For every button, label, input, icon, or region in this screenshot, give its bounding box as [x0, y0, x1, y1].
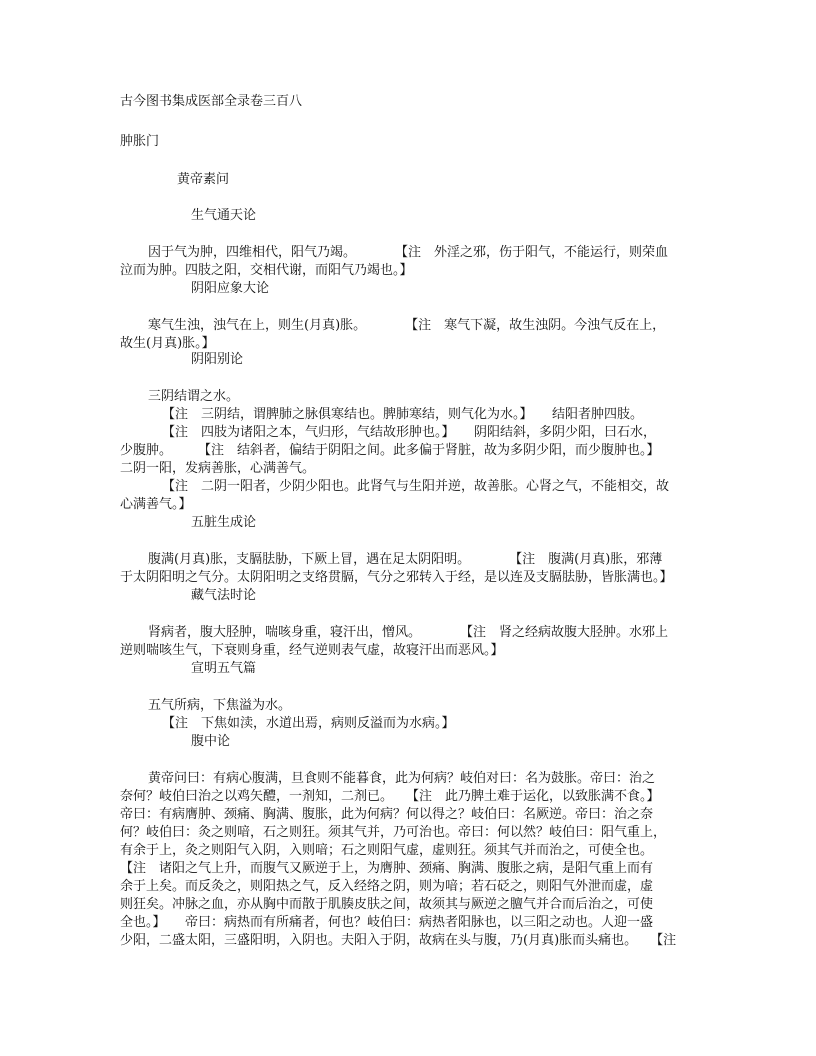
text-line: 少阳，二盛太阳，三盛阳明，入阴也。夫阳入于阴，故病在头与腹，乃(月真)胀而头痛也。 【注: [120, 933, 677, 948]
text-line: 黄帝问曰：有病心腹满，旦食则不能暮食，此为何病？岐伯对曰：名为鼓胀。帝曰：治之: [148, 771, 656, 786]
chapter-heading: 生气通天论: [191, 208, 257, 223]
text-line: 寒气生浊，浊气在上，则生(月真)胀。 【注 寒气下凝，故生浊阴。今浊气反在上，: [148, 318, 666, 333]
text-line: 少腹肿。 【注 结斜者，偏结于阴阳之间。此多偏于肾脏，故为多阴少阳，而少腹肿也。】: [120, 443, 660, 458]
text-line: 何？岐伯曰：灸之则喑，石之则狂。须其气并，乃可治也。帝曰：何以然？岐伯曰：阳气重上，: [120, 825, 667, 840]
text-line: 全也。】 帝曰：病热而有所痛者，何也？岐伯曰：病热者阳脉也，以三阳之动也。人迎一盛: [120, 915, 654, 930]
text-line: 【注 下焦如渎，水道出焉，病则反溢而为水病。】: [162, 716, 455, 731]
section-title: 肿胀门: [120, 134, 160, 149]
text-line: 五气所病，下焦溢为水。: [148, 698, 292, 713]
text-line: 逆则喘咳生气，下衰则身重，经气逆则表气虚，故寝汗出而恶风。】: [120, 643, 504, 658]
text-line: 【注 二阴一阳者，少阴少阳也。此肾气与生阳并逆，故善胀。心肾之气，不能相交，故: [162, 479, 670, 494]
book-title: 古今图书集成医部全录卷三百八: [120, 94, 303, 109]
text-line: 于太阴阳明之气分。太阴阳明之支络贯膈，气分之邪转入于经，是以连及支膈胠胁，皆胀满也。】: [120, 570, 673, 585]
text-line: 则狂矣。冲脉之血，亦从胸中而散于肌腠皮肤之间，故须其与厥逆之膻气并合而后治之，可使: [120, 897, 654, 912]
text-line: 【注 四肢为诸阳之本，气归形，气结故形肿也。】 阴阳结斜，多阴少阳，曰石水，: [162, 425, 657, 440]
text-line: 余于上矣。而反灸之，则阳热之气，反入经络之阴，则为喑；若石砭之，则阳气外泄而虚，虚: [120, 879, 654, 894]
chapter-heading: 阴阳应象大论: [191, 281, 270, 296]
text-line: 奈何？岐伯曰治之以鸡矢醴，一剂知，二剂已。 【注 此乃脾土难于运化，以致胀满不食。】: [120, 789, 660, 804]
source-title: 黄帝素问: [177, 172, 230, 187]
text-line: 有余于上，灸之则阳气入阴，入则喑；石之则阳气虚，虚则狂。须其气并而治之，可使全也。: [120, 843, 654, 858]
chapter-heading: 腹中论: [191, 734, 231, 749]
text-line: 二阴一阳，发病善胀，心满善气。: [120, 461, 316, 476]
text-line: 三阴结谓之水。: [148, 389, 240, 404]
text-line: 帝曰：有病膺肿、颈痛、胸满、腹胀，此为何病？何以得之？岐伯曰：名厥逆。帝曰：治之奈: [120, 807, 654, 822]
text-line: 因于气为肿，四维相代，阳气乃竭。 【注 外淫之邪，伤于阳气，不能运行，则荣血: [148, 245, 669, 260]
text-line: 腹满(月真)胀，支膈胠胁，下厥上冒，遇在足太阴阳明。 【注 腹满(月真)胀，邪薄: [148, 552, 663, 567]
text-line: 【注 诸阳之气上升，而腹气又厥逆于上，为膺肿、颈痛、胸满、腹胀之病，是阳气重上而有: [120, 861, 654, 876]
chapter-heading: 五脏生成论: [191, 515, 257, 530]
chapter-heading: 宣明五气篇: [191, 661, 257, 676]
chapter-heading: 阴阳别论: [191, 352, 244, 367]
text-line: 肾病者，腹大胫肿，喘咳身重，寝汗出，憎风。 【注 肾之经病故腹大胫肿。水邪上: [148, 625, 669, 640]
chapter-heading: 藏气法时论: [191, 588, 257, 603]
text-line: 心满善气。】: [120, 497, 192, 512]
text-line: 故生(月真)胀。】: [120, 336, 215, 351]
text-line: 泣而为肿。四肢之阳，交相代谢，而阳气乃竭也。】: [120, 263, 413, 278]
text-line: 【注 三阴结，谓脾肺之脉俱寒结也。脾肺寒结，则气化为水。】 结阳者肿四肢。: [162, 407, 644, 422]
